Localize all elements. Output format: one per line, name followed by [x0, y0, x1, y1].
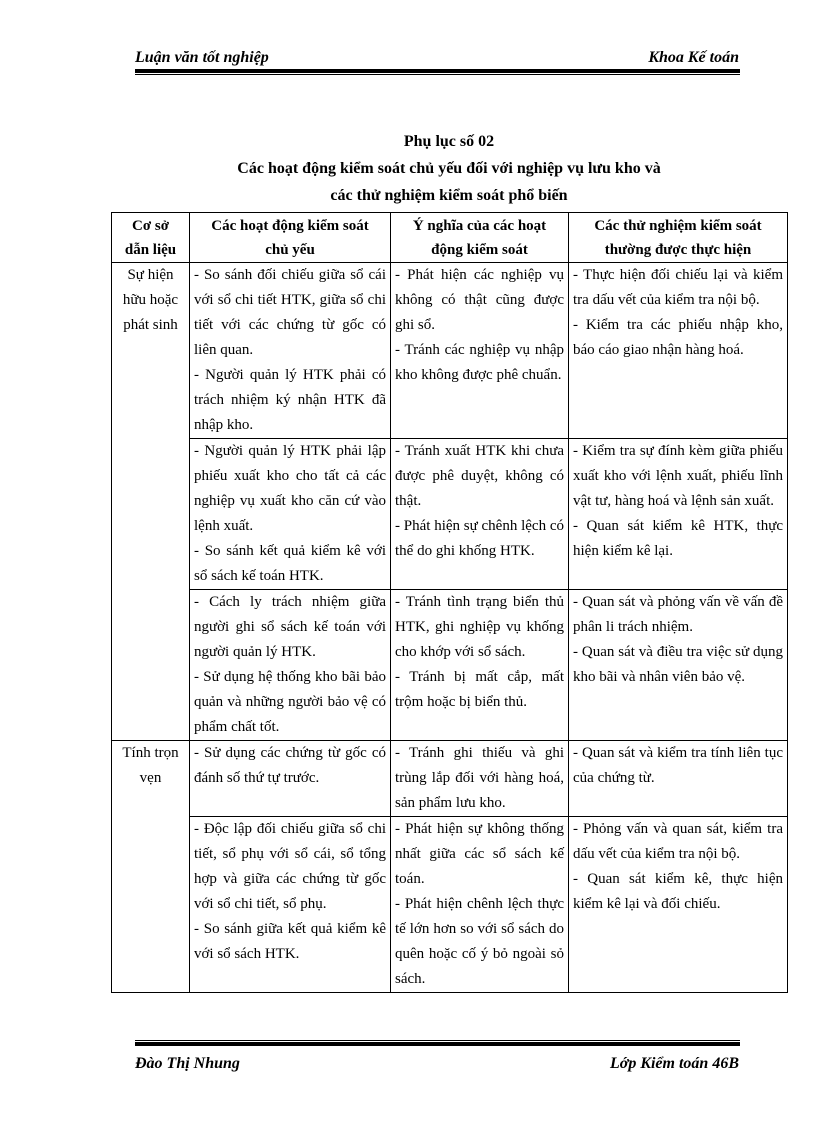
header-right-text: Khoa Kế toán [648, 49, 739, 66]
tests-cell [569, 741, 788, 817]
header-text: động kiểm soát [431, 242, 528, 258]
footer-rule [135, 1042, 740, 1046]
controls-cell [190, 590, 391, 741]
page-footer [135, 1055, 739, 1077]
cell-text: - Sử dụng các chứng từ gốc có đánh số thứ tự trước. [194, 745, 386, 786]
meaning-cell [391, 439, 569, 590]
header-tests [569, 213, 788, 263]
header-text: thường được thực hiện [604, 242, 752, 258]
header-controls [190, 213, 391, 263]
cell-text: - Tránh xuất HTK khi chưa được phê duyệt, không có thật. [395, 443, 564, 509]
cell-text: - Quan sát và phỏng vấn về vấn đề phân li trách nhiệm. [573, 594, 783, 635]
cell-text: - Phát hiện sự không thống nhất giữa các sổ sách kế toán. [395, 821, 564, 887]
cell-text: - Phát hiện sự chênh lệch có thể do ghi khống HTK. [395, 518, 564, 559]
cell-text: - Phát hiện các nghiệp vụ không có thật cũng được ghi sổ. [395, 267, 564, 333]
footer-author: Đào Thị Nhung [135, 1055, 240, 1072]
footer-rule-thin [135, 1040, 740, 1041]
table-row [112, 817, 788, 993]
cell-text: - Cách ly trách nhiệm giữa người ghi sổ sách kế toán với người quản lý HTK. [194, 594, 386, 660]
cell-text: - Tránh tình trạng biển thủ HTK, ghi nghiệp vụ khống cho khớp với sổ sách. [395, 594, 564, 660]
table-row [112, 263, 788, 439]
table-row [112, 439, 788, 590]
header-rule [135, 69, 740, 73]
tests-cell [569, 263, 788, 439]
basis-text: hữu hoặc [122, 292, 179, 308]
cell-text: - Quan sát kiểm kê HTK, thực hiện kiểm kê lại. [573, 518, 783, 559]
cell-text: - So sánh giữa kết quả kiểm kê với sổ sách HTK. [194, 921, 386, 962]
cell-text: - Tránh các nghiệp vụ nhập kho không được phê chuẩn. [395, 342, 564, 383]
basis-text: phát sinh [123, 317, 178, 333]
tests-cell [569, 817, 788, 993]
cell-text: - Quan sát và điều tra việc sử dụng kho bãi và nhân viên bảo vệ. [573, 644, 783, 685]
cell-text: - Tránh bị mất cắp, mất trộm hoặc bị biển thủ. [395, 669, 564, 710]
cell-text: - Phỏng vấn và quan sát, kiểm tra dấu vết của kiểm tra nội bộ. [573, 821, 783, 862]
basis-text: Sự hiện [127, 267, 174, 283]
header-text: Ý nghĩa của các hoạt [412, 218, 547, 234]
meaning-cell [391, 741, 569, 817]
controls-cell [190, 263, 391, 439]
cell-text: - Tránh ghi thiếu và ghi trùng lắp đối với hàng hoá, sản phẩm lưu kho. [395, 745, 564, 811]
appendix-title-line2: các thử nghiệm kiểm soát phổ biến [330, 187, 568, 204]
header-text: chủ yếu [265, 242, 315, 258]
cell-text: - Quan sát và kiểm tra tính liên tục của chứng từ. [573, 745, 783, 786]
appendix-number: Phụ lục số 02 [403, 133, 495, 150]
tests-cell [569, 590, 788, 741]
cell-text: - Phát hiện chênh lệch thực tế lớn hơn so với sổ sách do quên hoặc cố ý bỏ ngoài sỏ sách. [395, 896, 564, 987]
meaning-cell [391, 263, 569, 439]
meaning-cell [391, 590, 569, 741]
cell-text: - Kiểm tra các phiếu nhập kho, báo cáo giao nhận hàng hoá. [573, 317, 783, 358]
footer-class: Lớp Kiểm toán 46B [609, 1055, 739, 1072]
controls-cell [190, 817, 391, 993]
table-header-row [112, 213, 788, 263]
header-text: Các thử nghiệm kiểm soát [594, 218, 762, 234]
header-text: Cơ sở [131, 218, 170, 234]
header-left-text: Luận văn tốt nghiệp [135, 49, 269, 66]
basis-text: Tính trọn [122, 745, 179, 761]
cell-text: - Sử dụng hệ thống kho bãi bảo quản và những người bảo vệ có phẩm chất tốt. [194, 669, 386, 735]
tests-cell [569, 439, 788, 590]
cell-text: - Thực hiện đối chiếu lại và kiểm tra dấu vết của kiểm tra nội bộ. [573, 267, 783, 308]
header-text: dẫn liệu [124, 242, 177, 258]
header-text: Các hoạt động kiểm soát [211, 218, 369, 234]
meaning-cell [391, 817, 569, 993]
appendix-title-line1: Các hoạt động kiểm soát chủ yếu đối với nghiệp vụ lưu kho và [237, 160, 661, 177]
cell-text: - Độc lập đối chiếu giữa sổ chi tiết, sổ phụ với sổ cái, sổ tổng hợp và giữa các chứng từ gốc với sổ chi tiết, sổ phụ. [194, 821, 386, 912]
basis-cell [112, 263, 190, 741]
table-row [112, 741, 788, 817]
basis-text: vẹn [139, 770, 162, 786]
cell-text: - Quan sát kiểm kê, thực hiện kiểm kê lại và đối chiếu. [573, 871, 783, 912]
cell-text: - So sánh đối chiếu giữa sổ cái với sổ chi tiết HTK, giữa sổ chi tiết với các chứng từ gốc có liên quan. [194, 267, 386, 358]
cell-text: - Người quản lý HTK phải lập phiếu xuất kho cho tất cả các nghiệp vụ xuất kho căn cứ vào lệnh xuất. [194, 443, 386, 534]
cell-text: - Người quản lý HTK phải có trách nhiệm ký nhận HTK đã nhập kho. [194, 367, 386, 433]
page-header [135, 47, 739, 69]
header-basis [112, 213, 190, 263]
cell-text: - So sánh kết quả kiểm kê với sổ sách kế toán HTK. [194, 543, 386, 584]
table-row [112, 590, 788, 741]
basis-cell [112, 741, 190, 993]
control-activities-table [111, 212, 788, 993]
header-rule-thin [135, 74, 740, 75]
controls-cell [190, 741, 391, 817]
controls-cell [190, 439, 391, 590]
cell-text: - Kiểm tra sự đính kèm giữa phiếu xuất kho với lệnh xuất, phiếu lĩnh vật tư, hàng hoá và lệnh sản xuất. [573, 443, 783, 509]
header-meaning [391, 213, 569, 263]
